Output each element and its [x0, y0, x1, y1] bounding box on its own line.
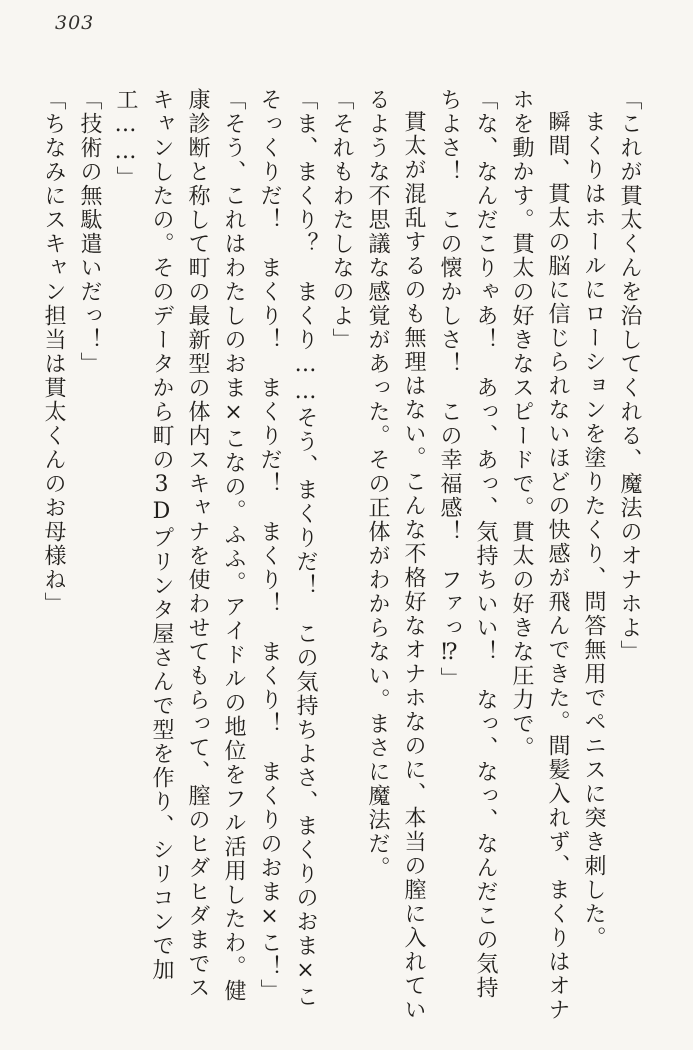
paragraph: 「そう、これはわたしのおま×こなの。ふふ。アイドルの地位をフル活用したわ。健康診断と称して町の最新型の体内スキャナを使わせてもらって、膣のヒダヒダまでスキャンしたの。そのデータから町の3Dプリンタ屋さんで型を作り、シリコンで加工……」	[113, 88, 246, 1003]
paragraph: 「ま、まくり？ まくり……そう、まくりだ！ この気持ちよさ、まくりのおま×こそっくりだ！ まくり！ まくりだ！ まくり！ まくり！ まくりのおま×こ！」	[257, 88, 318, 1009]
page-text-block	[35, 88, 647, 1022]
paragraph: 「技術の無駄遣いだっ！」	[77, 88, 102, 376]
paragraph: まくりはホールにローションを塗りたくり、問答無用でペニスに突き刺した。	[581, 110, 606, 950]
paragraph: 「ちなみにスキャン担当は貫太くんのお母様ね」	[41, 88, 66, 616]
paragraph: 貫太が混乱するのも無理はない。こんな不格好なオナホなのに、本当の膣に入れているような不思議な感覚があった。その正体がわからない。まさに魔法だ。	[365, 88, 426, 1022]
paragraph: 「それもわたしなのよ」	[329, 88, 354, 352]
paragraph: 「これが貫太くんを治してくれる、魔法のオナホよ」	[617, 88, 642, 664]
paragraph: 「な、なんだこりゃあ！ あっ、あっ、気持ちいい！ なっ、なっ、なんだこの気持ちよさ！ この懐かしさ！ この幸福感！ ファっ⁉」	[437, 88, 498, 1000]
page-number: 303	[55, 12, 95, 34]
paragraph: 瞬間、貫太の脳に信じられないほどの快感が飛んできた。間髪入れず、まくりはオナホを動かす。貫太の好きなスピードで。貫太の好きな圧力で。	[509, 88, 570, 1022]
